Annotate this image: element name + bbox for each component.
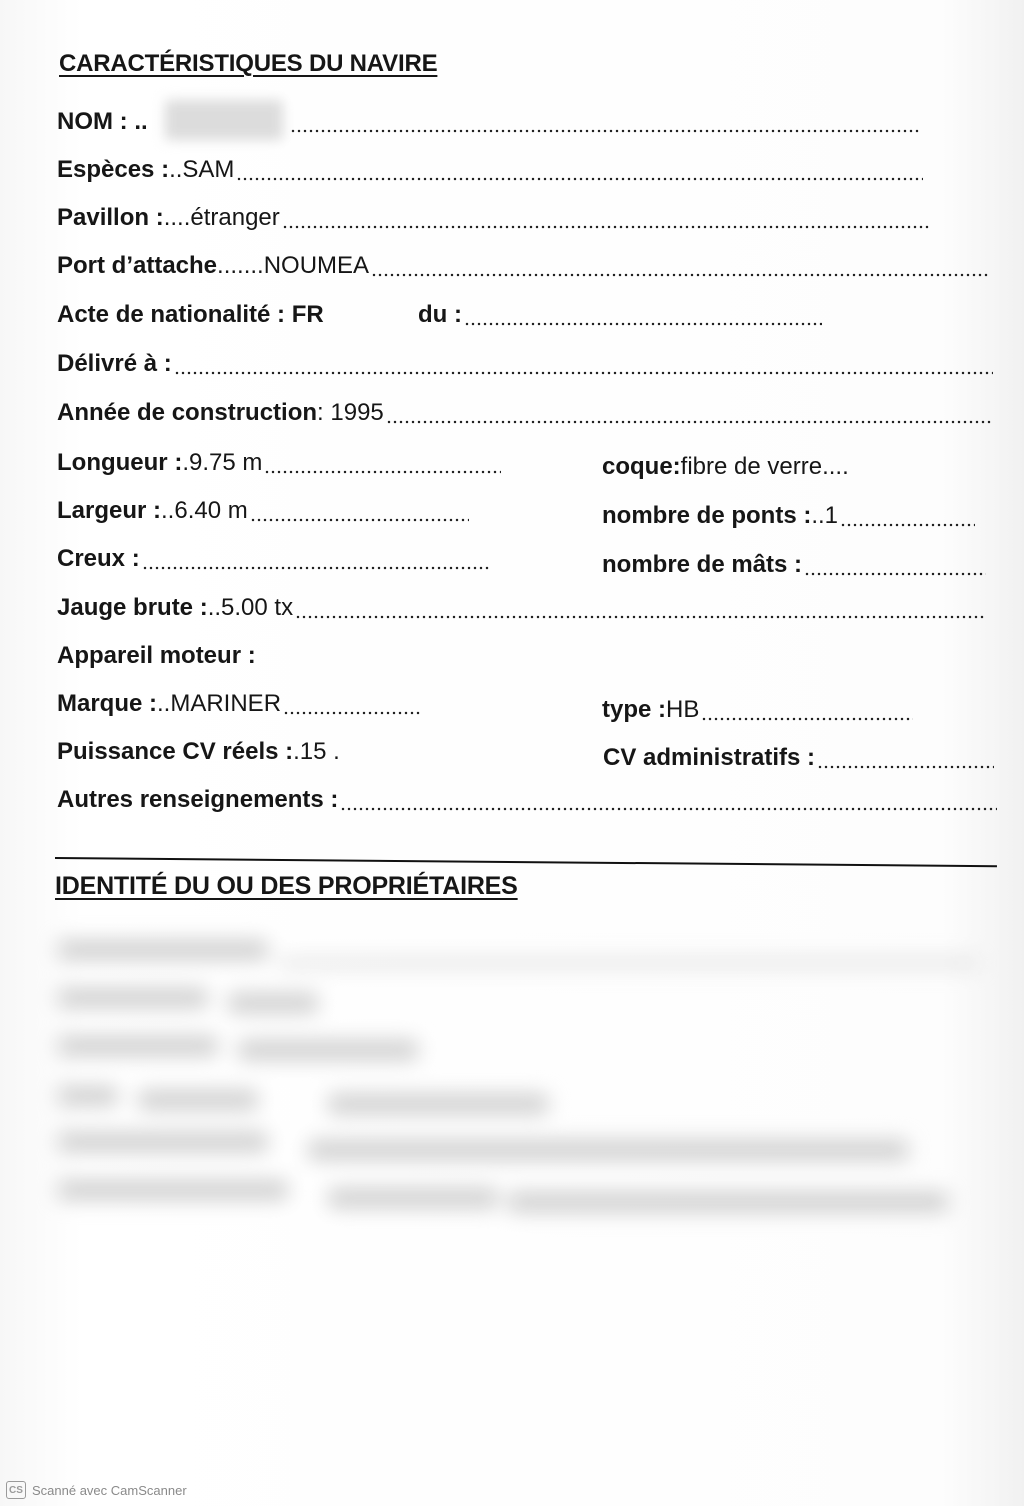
dotted-fill [236,177,923,181]
camscanner-watermark [6,1480,187,1500]
camscanner-logo-icon: CS [6,1481,26,1499]
section-divider [55,857,997,867]
dotted-fill [290,129,921,133]
field-puissance [57,738,417,768]
pavillon-value: ....étranger [163,204,280,231]
section-title-vessel: CARACTÉRISTIQUES DU NAVIRE [59,50,438,77]
appareil-label: Appareil moteur : [57,642,256,669]
field-ponts [602,502,975,532]
puissance-label: Puissance CV réels : [57,738,294,765]
acte-label: Acte de nationalité : FR [57,301,324,328]
field-acte [57,301,387,331]
type-value: HB [666,696,700,723]
dotted-fill [386,420,993,424]
watermark-text: Scanné avec CamScanner [32,1482,187,1498]
longueur-value: .9.75 m [182,449,263,476]
redacted-owner-info-blur [38,918,988,1218]
nom-label: NOM : .. [57,108,148,135]
dotted-fill [701,717,913,721]
especes-label: Espèces : [57,156,170,183]
dotted-fill [840,523,975,527]
field-delivre [57,350,993,380]
dotted-fill [283,711,421,715]
field-annee [57,399,993,429]
dotted-fill [250,518,469,522]
dotted-fill [371,273,990,277]
field-jauge [57,594,984,624]
field-port [57,252,990,282]
ponts-label: nombre de ponts : [602,502,812,529]
field-creux [57,545,490,575]
field-longueur [57,449,501,479]
annee-value: : 1995 [317,399,384,426]
field-mats [602,551,986,581]
port-value: .......NOUMEA [217,252,370,279]
du-label: du : [418,301,462,328]
dotted-fill [282,225,929,229]
dotted-fill [264,470,501,474]
largeur-label: Largeur : [57,497,162,524]
dotted-fill [174,371,993,375]
type-label: type : [602,696,667,723]
dotted-fill [295,615,984,619]
coque-label: coque: [602,453,681,480]
port-label: Port d’attache [57,252,218,279]
field-coque [602,453,922,483]
delivre-label: Délivré à : [57,350,172,377]
field-autres [57,786,997,816]
dotted-fill [340,807,997,811]
redacted-name-blur [165,100,283,140]
autres-label: Autres renseignements : [57,786,339,813]
marque-label: Marque : [57,690,158,717]
dotted-fill [142,566,490,570]
marque-value: ..MARINER [157,690,282,717]
cvadmin-label: CV administratifs : [603,744,816,771]
longueur-label: Longueur : [57,449,183,476]
field-marque [57,690,421,720]
field-largeur [57,497,469,527]
jauge-label: Jauge brute : [57,594,208,621]
largeur-value: ..6.40 m [161,497,248,524]
pavillon-label: Pavillon : [57,204,164,231]
field-pavillon [57,204,929,234]
dotted-fill [804,572,986,576]
puissance-value: .15 . [293,738,340,765]
dotted-fill [464,322,822,326]
jauge-value: ..5.00 tx [207,594,294,621]
dotted-fill [817,765,994,769]
section-title-owners: IDENTITÉ DU OU DES PROPRIÉTAIRES [55,872,518,900]
field-du [418,301,822,331]
field-type [602,696,913,726]
field-cv-administratifs [603,744,994,774]
mats-label: nombre de mâts : [602,551,803,578]
especes-value: ..SAM [169,156,235,183]
ponts-value: ..1 [811,502,839,529]
coque-value: fibre de verre.... [680,453,849,480]
field-especes [57,156,923,186]
annee-label: Année de construction [57,399,318,426]
field-appareil-moteur [57,642,357,672]
creux-label: Creux : [57,545,140,572]
